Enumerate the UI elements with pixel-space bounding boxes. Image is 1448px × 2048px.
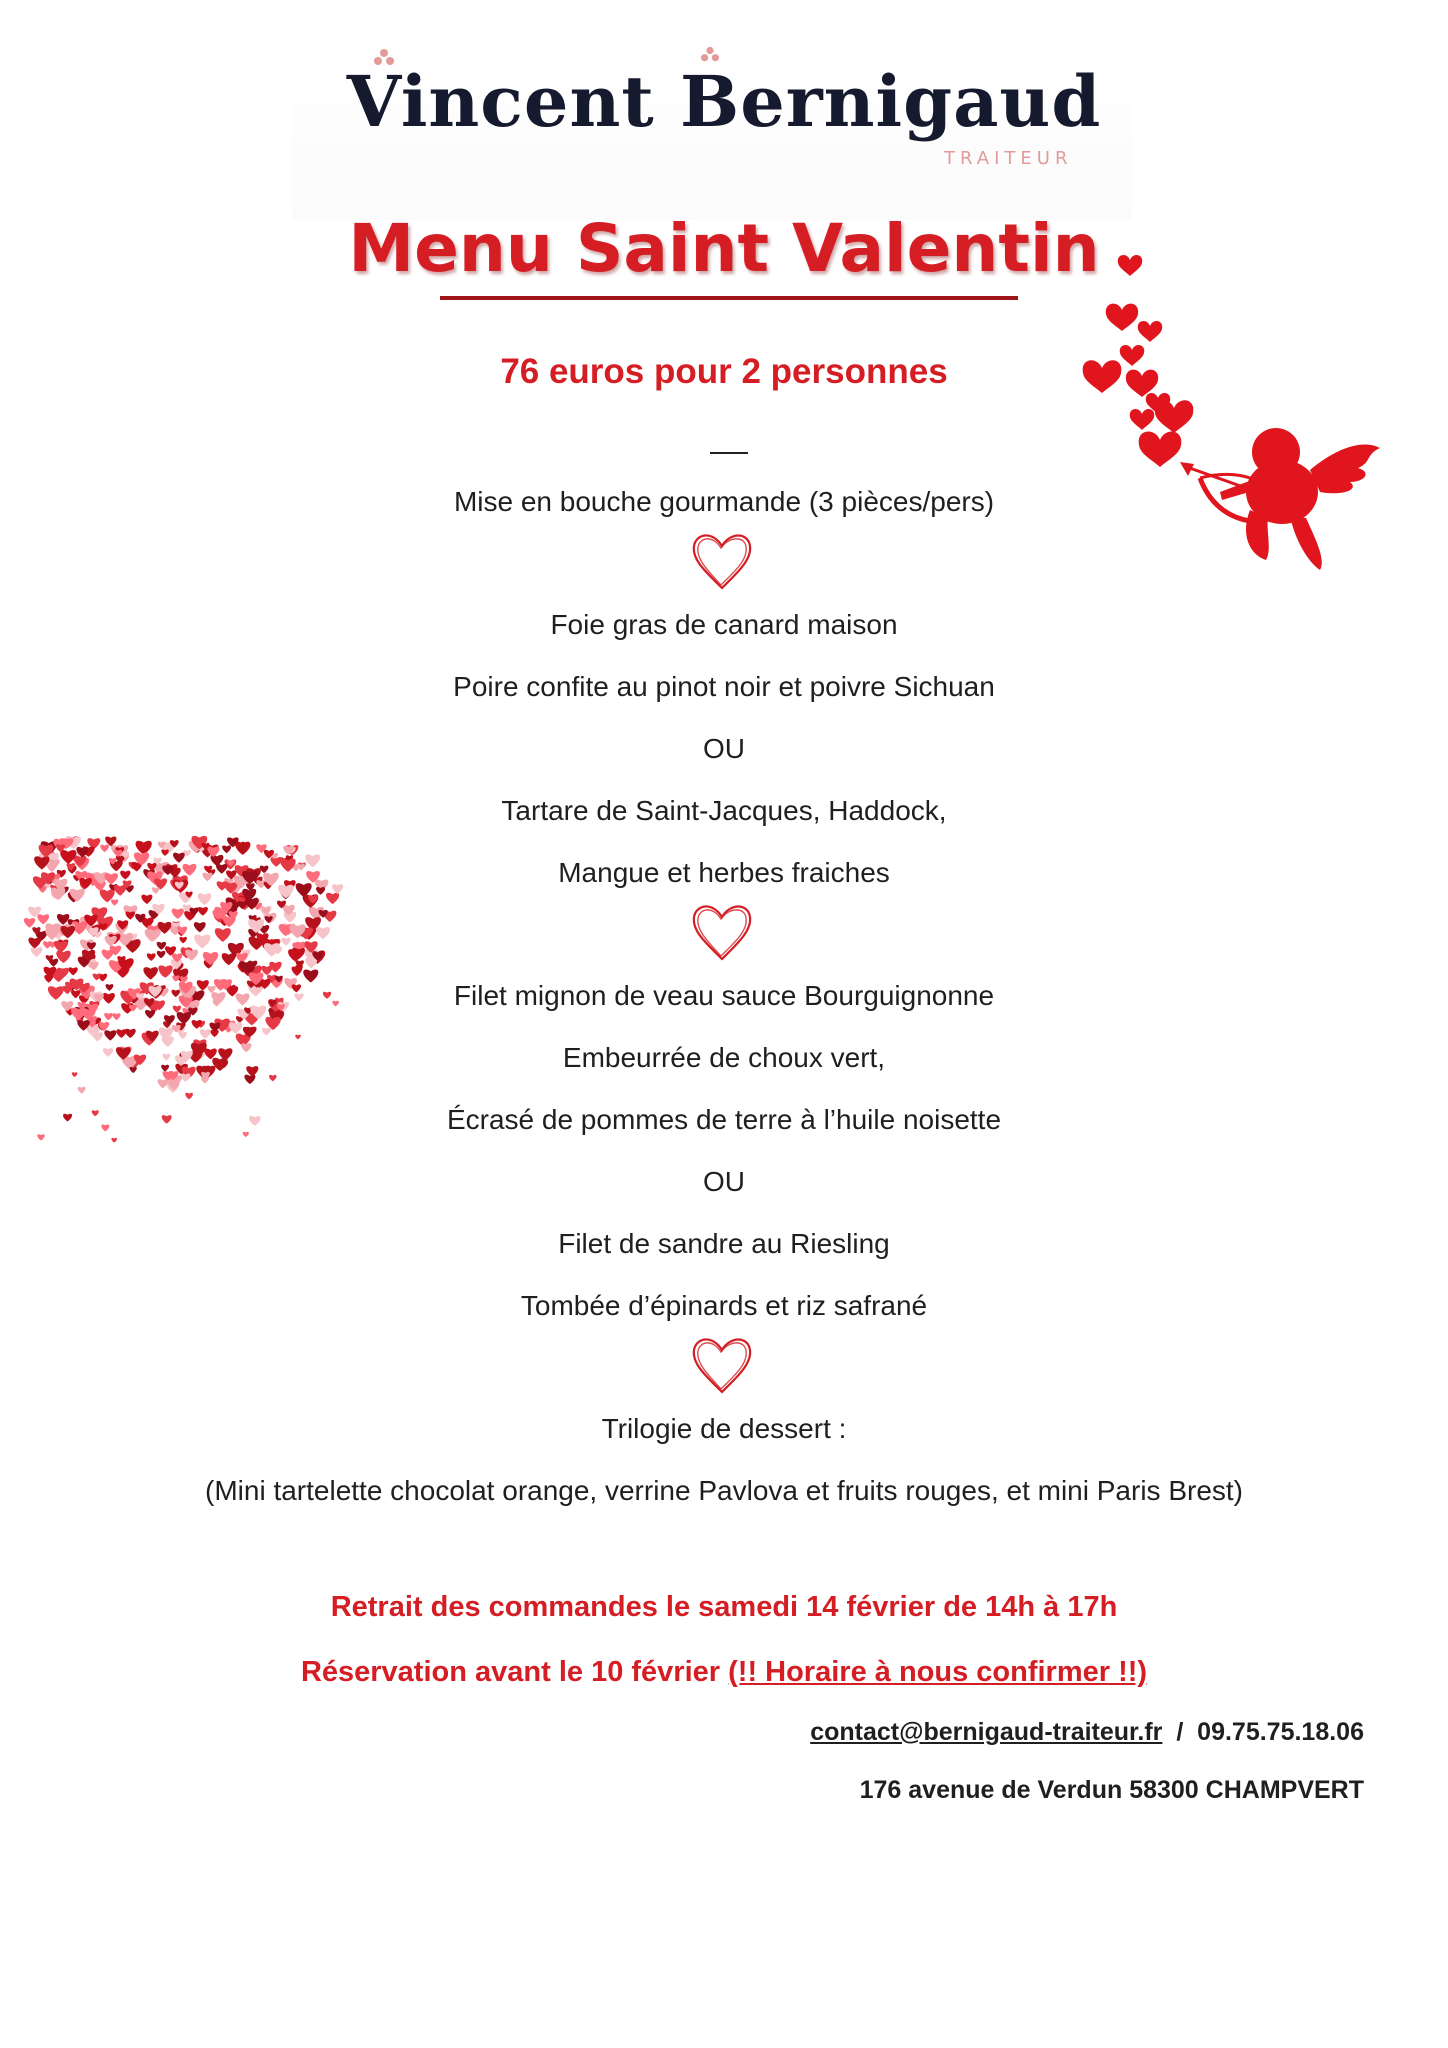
menu-item: Poire confite au pinot noir et poivre Sichuan [453, 671, 995, 702]
menu-or: OU [703, 1166, 745, 1197]
cluster-heart [294, 993, 303, 1001]
contact-address: 176 avenue de Verdun 58300 CHAMPVERT [859, 1776, 1364, 1804]
logo-subtitle: TRAITEUR [944, 148, 1073, 169]
contact-email[interactable]: contact@bernigaud-traiteur.fr [810, 1718, 1163, 1746]
cluster-heart [305, 958, 317, 968]
cluster-heart [57, 914, 69, 925]
cluster-heart [222, 953, 236, 965]
cluster-heart [244, 1075, 255, 1084]
cluster-heart [130, 1067, 137, 1073]
reservation-text: Réservation avant le 10 février [300, 1656, 721, 1688]
cluster-heart [63, 1114, 72, 1122]
cluster-heart [72, 1072, 78, 1077]
page-title: Menu Saint Valentin [348, 210, 1100, 287]
cluster-heart [154, 878, 167, 889]
heart-cluster-icon [0, 820, 360, 1200]
cluster-heart [243, 1132, 249, 1137]
cluster-heart [100, 845, 109, 852]
cluster-heart [69, 967, 78, 975]
cupid-icon [1080, 230, 1380, 610]
cluster-heart [269, 1075, 277, 1081]
menu-item: Filet de sandre au Riesling [558, 1228, 890, 1259]
cluster-heart [158, 965, 172, 977]
cluster-heart [292, 984, 301, 992]
cluster-heart [264, 943, 280, 957]
cluster-heart [126, 911, 135, 919]
cluster-heart [34, 856, 49, 869]
heart-outline-icon [688, 1330, 756, 1398]
cluster-heart [120, 871, 130, 880]
cluster-heart [332, 1001, 339, 1007]
cluster-heart [183, 864, 197, 876]
cluster-heart [37, 1134, 44, 1140]
cluster-heart [173, 853, 185, 863]
cluster-heart [103, 1048, 113, 1057]
separator-dash [710, 452, 748, 454]
cluster-heart [236, 993, 250, 1005]
cluster-heart [111, 1138, 117, 1143]
heart-outline-icon [688, 897, 756, 965]
cluster-heart [172, 975, 179, 981]
cluster-heart [216, 864, 227, 874]
menu-item: Écrasé de pommes de terre à l’huile noisette [446, 1104, 1002, 1135]
cluster-heart [295, 1035, 301, 1040]
cluster-heart [280, 859, 295, 872]
cluster-heart [104, 1030, 116, 1040]
cluster-heart [145, 1010, 155, 1019]
cluster-heart [332, 884, 343, 894]
cluster-heart [271, 857, 282, 867]
cluster-heart [249, 1116, 260, 1126]
cluster-heart [157, 951, 166, 958]
cluster-heart [278, 885, 294, 899]
menu-item: Tombée d’épinards et riz safrané [520, 1290, 928, 1321]
menu-item: (Mini tartelette chocolat orange, verrine Pavlova et fruits rouges, et mini Paris Brest) [205, 1475, 1243, 1506]
cluster-heart [92, 1110, 99, 1116]
cluster-heart [48, 986, 64, 1000]
cluster-heart [265, 1017, 280, 1030]
cluster-heart [112, 1013, 120, 1020]
cluster-heart [158, 1079, 169, 1088]
menu-item: Mangue et herbes fraiches [558, 857, 890, 888]
cluster-heart [229, 1022, 242, 1034]
cluster-heart [143, 967, 158, 979]
cluster-heart [105, 936, 117, 946]
cluster-heart [106, 984, 114, 991]
cluster-heart [192, 1020, 202, 1029]
cluster-heart [101, 1124, 109, 1131]
cluster-heart [116, 1029, 126, 1038]
cluster-heart [323, 992, 331, 999]
menu-item: Filet mignon de veau sauce Bourguignonne [453, 980, 995, 1011]
cluster-heart [102, 993, 115, 1004]
cluster-heart [237, 844, 249, 854]
cluster-heart [93, 973, 101, 980]
cluster-heart [37, 914, 49, 924]
cluster-heart [282, 938, 291, 946]
cluster-heart [111, 899, 118, 905]
menu-item: Foie gras de canard maison [550, 609, 898, 640]
contact-separator: / [1176, 1718, 1184, 1746]
reservation-note: (!! Horaire à nous confirmer !!) [728, 1656, 1148, 1688]
cluster-heart [185, 1093, 193, 1100]
cluster-heart [45, 928, 59, 940]
menu-or: OU [703, 733, 745, 764]
cluster-heart [147, 953, 156, 961]
cluster-heart [316, 887, 325, 895]
cluster-heart [162, 1036, 174, 1046]
cluster-heart [161, 850, 168, 856]
menu-item: Mise en bouche gourmande (3 pièces/pers) [453, 486, 995, 517]
cluster-heart [141, 895, 152, 904]
cluster-heart [292, 966, 303, 975]
cluster-heart [61, 926, 76, 938]
cluster-heart [162, 1115, 172, 1124]
cluster-heart [198, 893, 212, 905]
cluster-heart [94, 931, 102, 938]
cluster-heart [63, 986, 73, 994]
cluster-heart [288, 949, 303, 962]
cluster-heart [161, 1065, 169, 1072]
cluster-heart [172, 990, 181, 997]
contact-phone: 09.75.75.18.06 [1197, 1718, 1364, 1746]
cluster-heart [78, 1087, 86, 1094]
cluster-heart [198, 907, 208, 916]
cluster-heart [173, 1006, 181, 1013]
cluster-heart [215, 928, 231, 942]
cluster-heart [89, 962, 99, 971]
cluster-heart [194, 922, 206, 932]
cluster-heart [54, 941, 68, 953]
cluster-heart [262, 1028, 271, 1036]
reservation-info [0, 1656, 1448, 1689]
cluster-heart [194, 935, 210, 949]
cluster-heart [179, 937, 186, 943]
title-underline [440, 296, 1018, 300]
cluster-heart [326, 893, 339, 904]
pickup-info: Retrait des commandes le samedi 14 février de 14h à 17h [330, 1591, 1118, 1623]
cluster-heart [222, 845, 231, 853]
cluster-heart [296, 883, 312, 897]
cluster-heart [207, 986, 215, 993]
cluster-heart [104, 1013, 112, 1020]
menu-item: Embeurrée de choux vert, [562, 1042, 886, 1073]
cluster-heart [200, 1029, 211, 1039]
cluster-heart [260, 866, 269, 873]
heart-outline-icon [688, 526, 756, 594]
cluster-heart [24, 918, 35, 928]
contact-line [810, 1718, 1364, 1747]
cluster-heart [185, 949, 198, 960]
cluster-heart [297, 864, 305, 871]
cluster-heart [51, 888, 66, 900]
cluster-heart [114, 885, 126, 896]
cluster-heart [28, 937, 41, 948]
cluster-heart [162, 1054, 170, 1061]
cluster-heart [56, 951, 70, 963]
cluster-heart [92, 1032, 103, 1041]
menu-item: Tartare de Saint-Jacques, Haddock, [501, 795, 947, 826]
cluster-heart [303, 970, 318, 983]
cluster-heart [181, 1073, 191, 1081]
cluster-heart [157, 942, 166, 950]
cluster-heart [217, 881, 228, 890]
cluster-heart [172, 908, 184, 918]
cluster-heart [152, 887, 160, 894]
price: 76 euros pour 2 personnes [500, 352, 948, 391]
cluster-heart [79, 878, 92, 889]
cluster-heart [105, 873, 118, 884]
cluster-heart [305, 854, 320, 867]
cluster-heart [241, 1043, 251, 1052]
cluster-heart [202, 873, 212, 882]
cluster-heart [179, 1032, 187, 1039]
cluster-heart [31, 947, 42, 957]
menu-item: Trilogie de dessert : [601, 1413, 847, 1444]
cluster-heart [316, 927, 330, 939]
logo [292, 30, 1132, 220]
cluster-heart [125, 1029, 136, 1038]
logo-name: Vincent Bernigaud [346, 60, 1102, 143]
cluster-heart [197, 980, 209, 990]
